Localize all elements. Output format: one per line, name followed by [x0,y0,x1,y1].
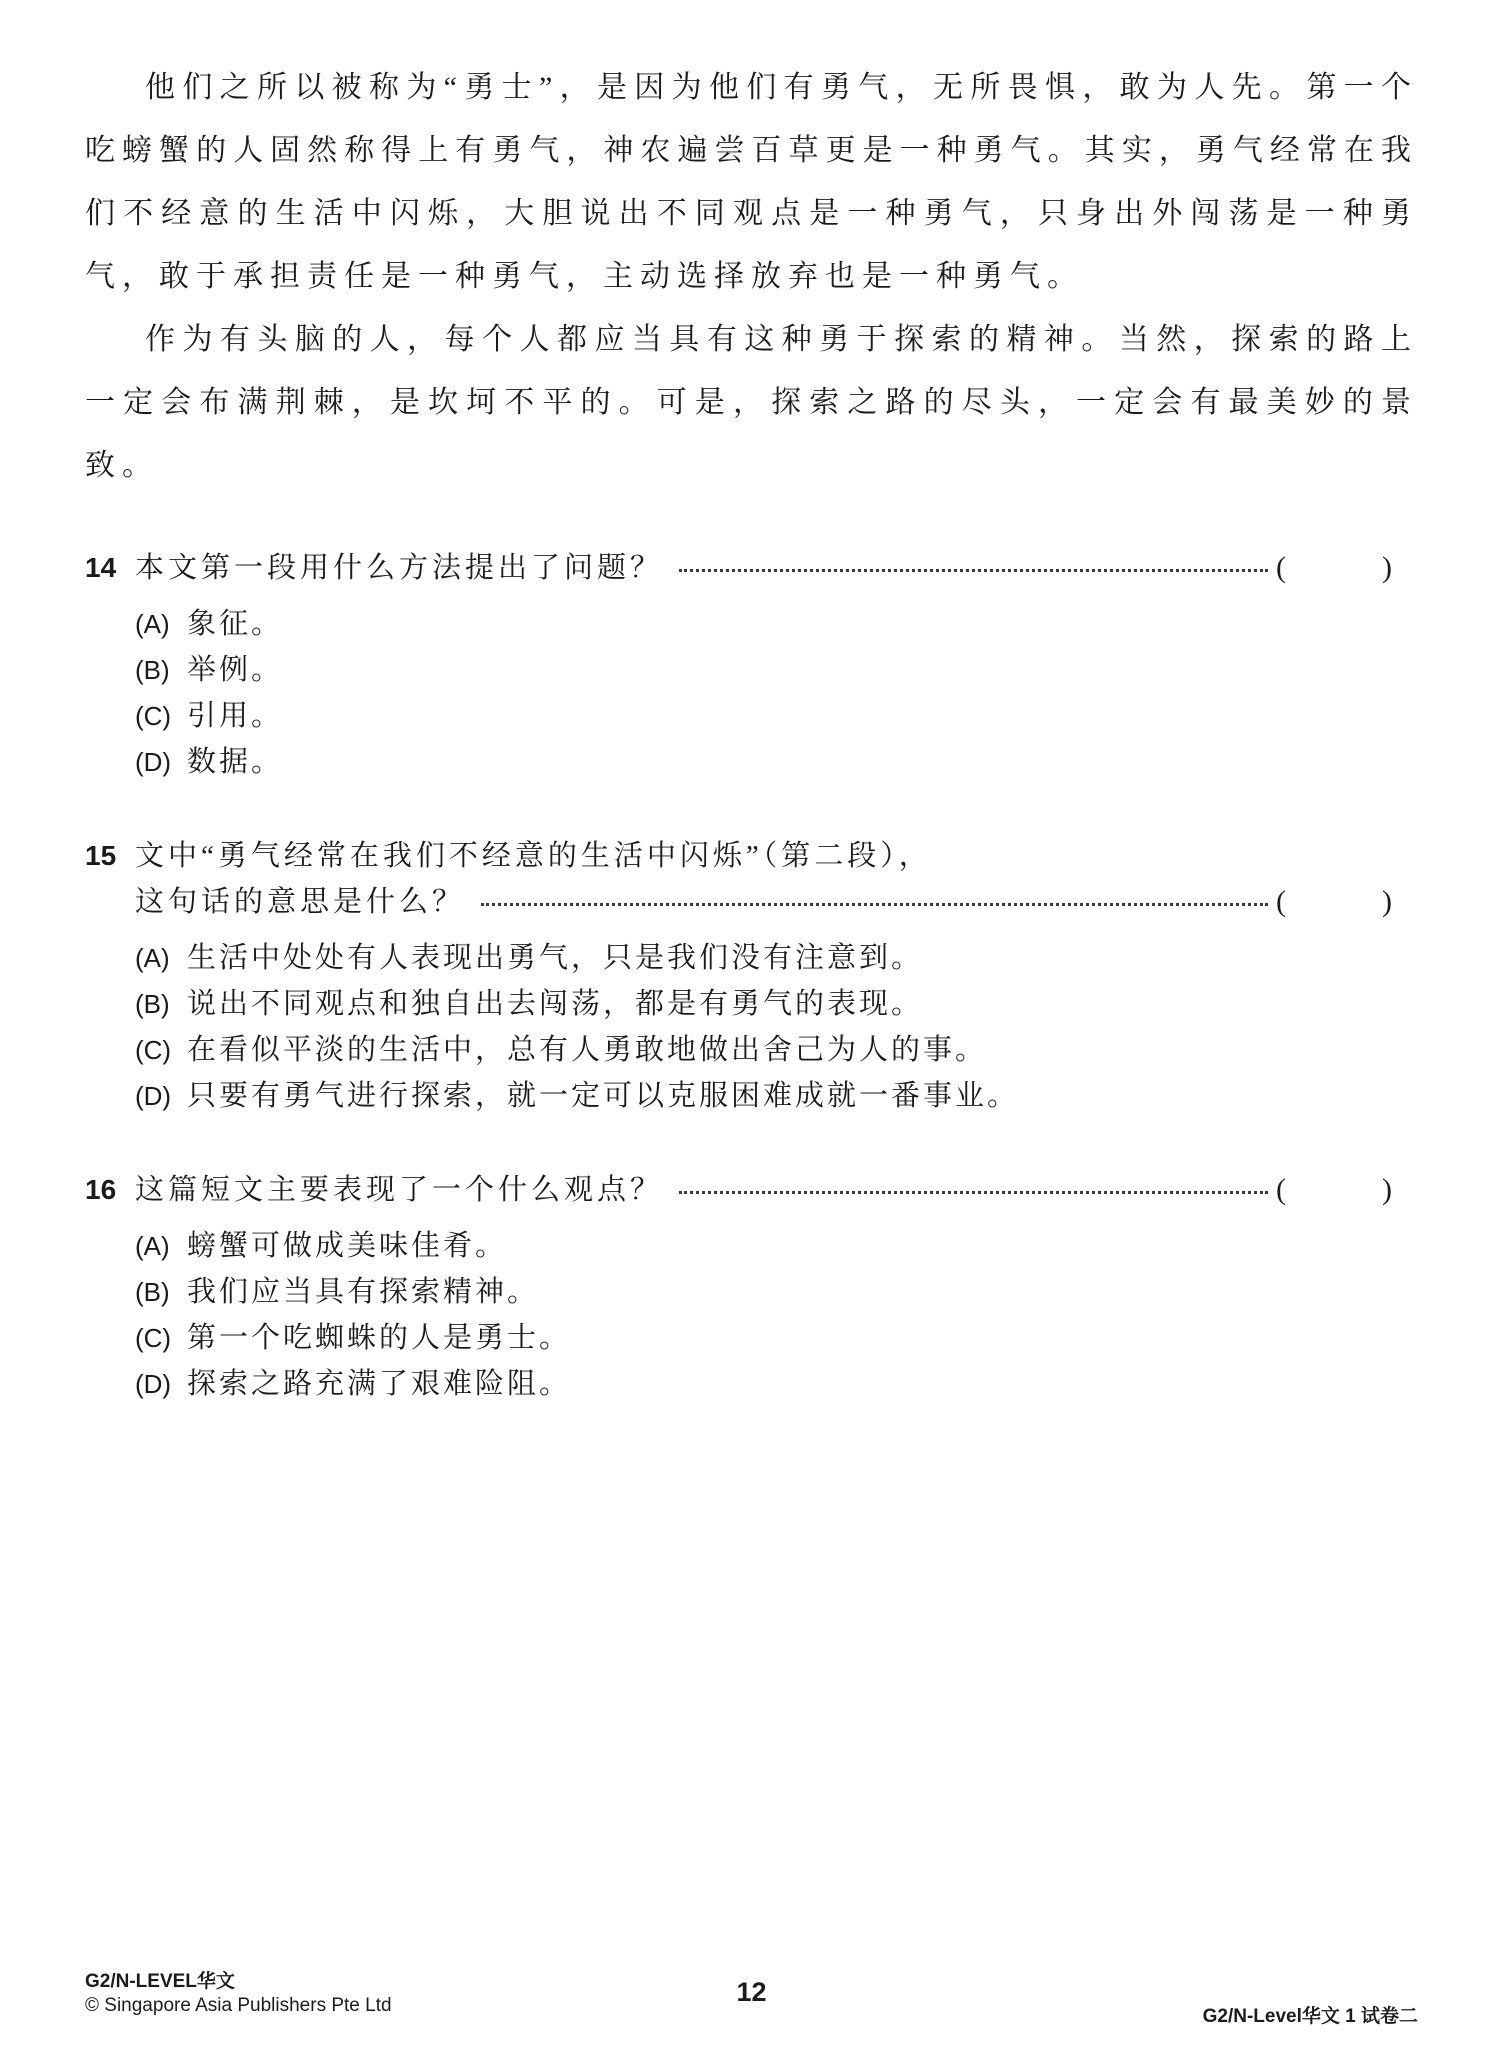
option-label: (C) [135,701,172,731]
option-text: 说出不同观点和独自出去闯荡，都是有勇气的表现。 [187,988,924,1020]
page-number: 12 [736,1977,767,2007]
option-row [135,1027,1418,1073]
question-number: 14 [85,552,117,583]
option-text: 探索之路充满了艰难险阻。 [187,1368,572,1400]
option-row [135,1361,1418,1407]
option-row [135,1073,1418,1119]
option-list [135,935,1418,1119]
answer-blank [1276,879,1418,925]
dotted-leader [679,1191,1268,1194]
option-label: (D) [135,747,172,777]
answer-blank [1276,545,1418,591]
option-label: (D) [135,1081,172,1111]
option-list [135,1223,1418,1407]
dotted-leader [679,569,1268,572]
option-text: 数据。 [187,746,284,778]
reading-passage [85,56,1418,497]
answer-blank [1276,1167,1418,1213]
answer-paren-open: ( [1276,1173,1286,1206]
option-text: 生活中处处有人表现出勇气，只是我们没有注意到。 [187,942,924,974]
option-label: (A) [135,943,170,973]
option-label: (B) [135,989,170,1019]
passage-paragraph: 作为有头脑的人，每个人都应当具有这种勇于探索的精神。当然，探索的路上一定会布满荆棘，是坎坷不平的。可是，探索之路的尽头，一定会有最美妙的景致。 [85,323,1418,482]
option-label: (A) [135,609,170,639]
option-list [135,601,1418,785]
question-header-line2 [85,879,1418,925]
question-header [85,1167,1418,1213]
option-row [135,935,1418,981]
option-text: 只要有勇气进行探索，就一定可以克服困难成就一番事业。 [187,1080,1020,1112]
option-row [135,601,1418,647]
question-header [85,833,1418,879]
question-text: 本文第一段用什么方法提出了问题？ [135,552,664,584]
option-label: (D) [135,1369,172,1399]
option-label: (C) [135,1035,172,1065]
dotted-leader [481,903,1268,906]
question-header [85,545,1418,591]
question-15 [85,833,1418,1119]
answer-paren-close: ) [1382,1173,1392,1206]
question-16 [85,1167,1418,1407]
question-text: 文中“勇气经常在我们不经意的生活中闪烁”（第二段）， [135,840,932,872]
answer-paren-close: ) [1382,885,1392,918]
option-text: 引用。 [187,700,284,732]
option-row [135,739,1418,785]
option-row [135,693,1418,739]
answer-paren-close: ) [1382,551,1392,584]
page-footer [0,1958,1503,2048]
option-row [135,1223,1418,1269]
question-text: 这句话的意思是什么？ [135,886,466,918]
question-number: 15 [85,840,117,871]
option-text: 第一个吃蜘蛛的人是勇士。 [187,1322,572,1354]
option-text: 螃蟹可做成美味佳肴。 [187,1230,508,1262]
option-text: 举例。 [187,654,284,686]
passage-paragraph: 他们之所以被称为“勇士”，是因为他们有勇气，无所畏惧，敢为人先。第一个吃螃蟹的人固然称得上有勇气，神农遍尝百草更是一种勇气。其实，勇气经常在我们不经意的生活中闪烁，大胆说出不同观点是一种勇气，只身出外闯荡是一种勇气，敢于承担责任是一种勇气，主动选择放弃也是一种勇气。 [85,71,1418,293]
option-row [135,1269,1418,1315]
paper-reference: G2/N-Level华文 1 试卷二 [1202,2006,1418,2027]
option-row [135,1315,1418,1361]
option-text: 在看似平淡的生活中，总有人勇敢地做出舍己为人的事。 [187,1034,988,1066]
answer-paren-open: ( [1276,551,1286,584]
answer-paren-open: ( [1276,885,1286,918]
option-text: 我们应当具有探索精神。 [187,1276,540,1308]
option-label: (B) [135,655,170,685]
option-row [135,981,1418,1027]
option-label: (A) [135,1231,170,1261]
option-text: 象征。 [187,608,284,640]
question-text: 这篇短文主要表现了一个什么观点？ [135,1174,664,1206]
copyright-line: © Singapore Asia Publishers Pte Ltd [85,1995,392,2016]
option-label: (C) [135,1323,172,1353]
option-row [135,647,1418,693]
question-14 [85,545,1418,785]
question-number: 16 [85,1174,117,1205]
series-title: G2/N-LEVEL华文 [85,1971,235,1992]
option-label: (B) [135,1277,170,1307]
